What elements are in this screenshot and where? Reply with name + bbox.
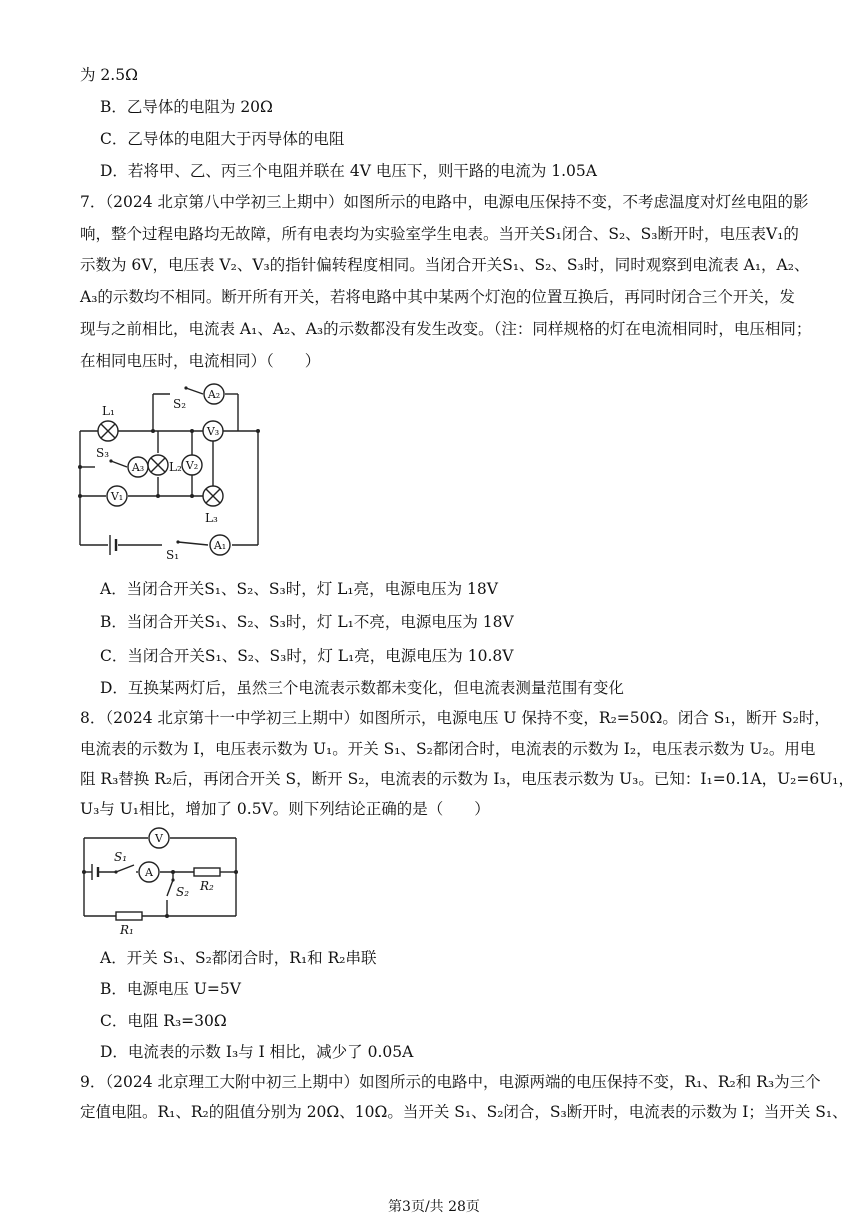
lamp-l1 — [98, 421, 118, 441]
meter-a3-label: A₃ — [131, 461, 145, 474]
q9-stem-line: 9．（2024 北京理工大附中初三上期中）如图所示的电路中，电源两端的电压保持不变，R₁、R₂和 R₃为三个 — [80, 1073, 821, 1091]
q6-option-b: B．乙导体的电阻为 20Ω — [100, 98, 273, 116]
q7-stem-line: 在相同电压时，电流相同）（ ） — [80, 352, 321, 370]
meter-v1-label: V₁ — [110, 490, 124, 503]
q6-option-c: C．乙导体的电阻大于丙导体的电阻 — [100, 130, 345, 148]
q7-option-a: A．当闭合开关S₁、S₂、S₃时，灯 L₁亮，电源电压为 18V — [100, 580, 498, 598]
resistor-r1 — [116, 912, 142, 920]
q8-option-b: B．电源电压 U=5V — [100, 980, 241, 998]
q8-stem-line: U₃与 U₁相比，增加了 0.5V。则下列结论正确的是（ ） — [80, 800, 490, 818]
meter-v3-label: V₃ — [206, 425, 220, 438]
lamp-l2 — [148, 455, 168, 475]
lamp-l3-label: L₃ — [205, 511, 218, 525]
q7-stem-line: A₃的示数均不相同。断开所有开关，若将电路中其中某两个灯泡的位置互换后，再同时闭合三个开关，发 — [80, 288, 795, 306]
q8-option-c: C．电阻 R₃=30Ω — [100, 1012, 227, 1030]
lamp-l3 — [203, 486, 223, 506]
q8-stem-line: 电流表的示数为 I，电压表示数为 U₁。开关 S₁、S₂都闭合时，电流表的示数为 I₂，电压表示数为 U₂。用电 — [80, 740, 816, 758]
switch-s2-label: S₂ — [176, 885, 190, 899]
q7-stem-line: 现与之前相比，电流表 A₁、A₂、A₃的示数都没有发生改变。（注：同样规格的灯在电流相同时，电压相同； — [80, 320, 812, 338]
switch-s3-label: S₃ — [96, 446, 110, 460]
q8-option-d: D．电流表的示数 I₃与 I 相比，减少了 0.05A — [100, 1043, 414, 1061]
q6-option-d: D．若将甲、乙、丙三个电阻并联在 4V 电压下，则干路的电流为 1.05A — [100, 162, 597, 180]
meter-v2-label: V₂ — [185, 459, 199, 472]
switch-s2-label: S₂ — [173, 397, 187, 411]
resistor-r1-label: R₁ — [120, 923, 134, 937]
q7-stem-line: 7．（2024 北京第八中学初三上期中）如图所示的电路中，电源电压保持不变，不考虑温度对灯丝电阻的影 — [80, 193, 809, 211]
q8-circuit-diagram — [76, 824, 246, 936]
lamp-l2-label: L₂ — [169, 460, 182, 474]
meter-v-label: V — [155, 832, 163, 845]
q7-stem-line: 响，整个过程电路均无故障，所有电表均为实验室学生电表。当开关S₁闭合、S₂、S₃断开时，电压表V₁的 — [80, 225, 799, 243]
switch-s1-label: S₁ — [166, 548, 180, 562]
q7-circuit-diagram — [70, 375, 270, 565]
resistor-r2-label: R₂ — [200, 879, 214, 893]
q7-option-d: D．互换某两灯后，虽然三个电流表示数都未变化，但电流表测量范围有变化 — [100, 679, 624, 697]
q8-stem-line: 8．（2024 北京第十一中学初三上期中）如图所示，电源电压 U 保持不变，R₂=50Ω。闭合 S₁，断开 S₂时， — [80, 709, 830, 727]
switch-s1-label: S₁ — [114, 850, 128, 864]
q9-stem-line: 定值电阻。R₁、R₂的阻值分别为 20Ω、10Ω。当开关 S₁、S₂闭合，S₃断开时，电流表的示数为 I；当开关 S₁、 — [80, 1103, 848, 1121]
meter-a2-label: A₂ — [207, 388, 221, 401]
q8-option-a: A．开关 S₁、S₂都闭合时，R₁和 R₂串联 — [100, 949, 377, 967]
page-footer: 第3页/共 28页 — [388, 1199, 480, 1215]
q8-stem-line: 阻 R₃替换 R₂后，再闭合开关 S，断开 S₂，电流表的示数为 I₃，电压表示数为 U₃。已知：I₁=0.1A，U₂=6U₁， — [80, 770, 854, 788]
resistor-r2 — [194, 868, 220, 876]
meter-a1-label: A₁ — [213, 539, 227, 552]
q7-stem-line: 示数为 6V，电压表 V₂、V₃的指针偏转程度相同。当闭合开关S₁、S₂、S₃时，同时观察到电流表 A₁，A₂、 — [80, 256, 810, 274]
q6-continuation: 为 2.5Ω — [80, 66, 138, 84]
lamp-l1-label: L₁ — [102, 404, 115, 418]
q7-option-c: C．当闭合开关S₁、S₂、S₃时，灯 L₁亮，电源电压为 10.8V — [100, 647, 514, 665]
meter-a-label: A — [145, 866, 153, 879]
q7-option-b: B．当闭合开关S₁、S₂、S₃时，灯 L₁不亮，电源电压为 18V — [100, 613, 514, 631]
